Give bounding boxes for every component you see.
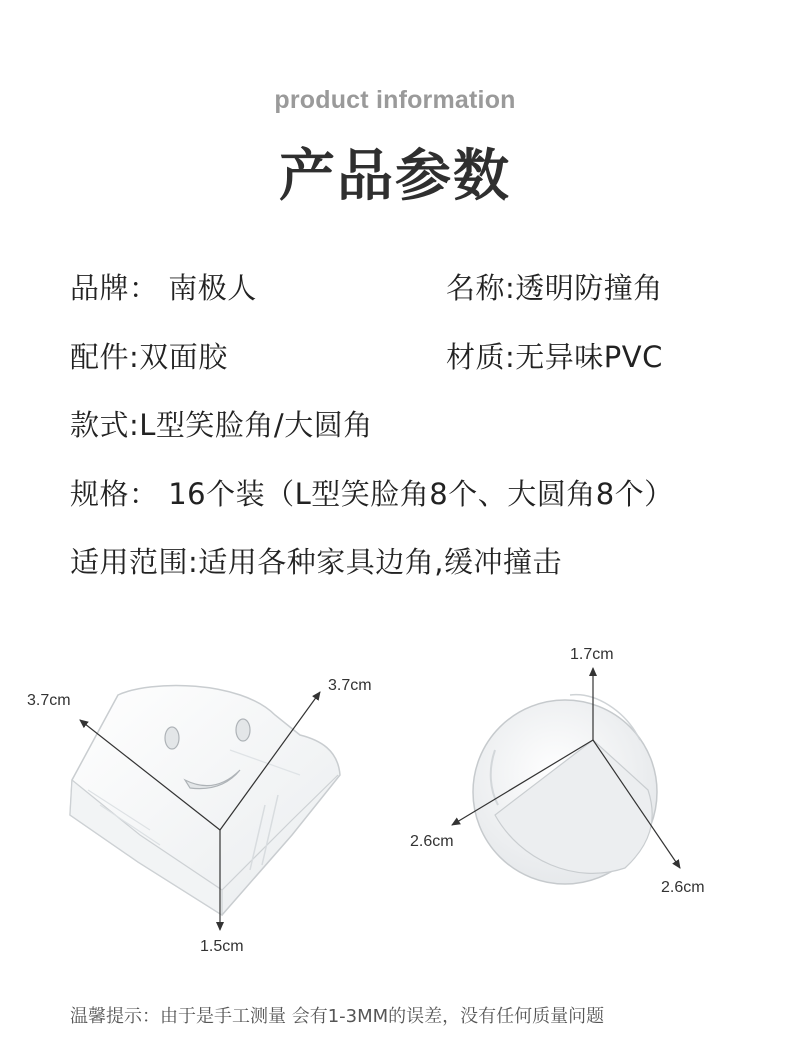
smiley-eye-left	[165, 727, 179, 749]
spec-name: 名称:透明防撞角	[446, 271, 663, 305]
spec-size: 规格： 16个装（L型笑脸角8个、大圆角8个）	[70, 477, 674, 511]
spec-scope: 适用范围:适用各种家具边角,缓冲撞击	[70, 545, 562, 579]
spec-accessory: 配件:双面胶	[70, 340, 228, 374]
spec-material: 材质:无异味PVC	[446, 340, 663, 374]
dim-label-l-right: 3.7cm	[328, 677, 372, 694]
spec-style: 款式:L型笑脸角/大圆角	[70, 408, 373, 442]
smiley-eye-right	[236, 719, 250, 741]
dim-label-l-bottom: 1.5cm	[200, 938, 244, 955]
round-corner-guard-image	[400, 640, 790, 910]
dim-label-l-left: 3.7cm	[27, 692, 71, 709]
subtitle: product information	[274, 86, 516, 114]
dim-label-round-left: 2.6cm	[410, 833, 454, 850]
spec-brand: 品牌： 南极人	[70, 271, 257, 305]
page-title: 产品参数	[279, 144, 511, 209]
dim-label-round-right: 2.6cm	[661, 879, 705, 896]
warm-tip: 温馨提示：由于是手工测量 会有1-3MM的误差，没有任何质量问题	[70, 1006, 605, 1027]
dim-label-round-top: 1.7cm	[570, 646, 614, 663]
